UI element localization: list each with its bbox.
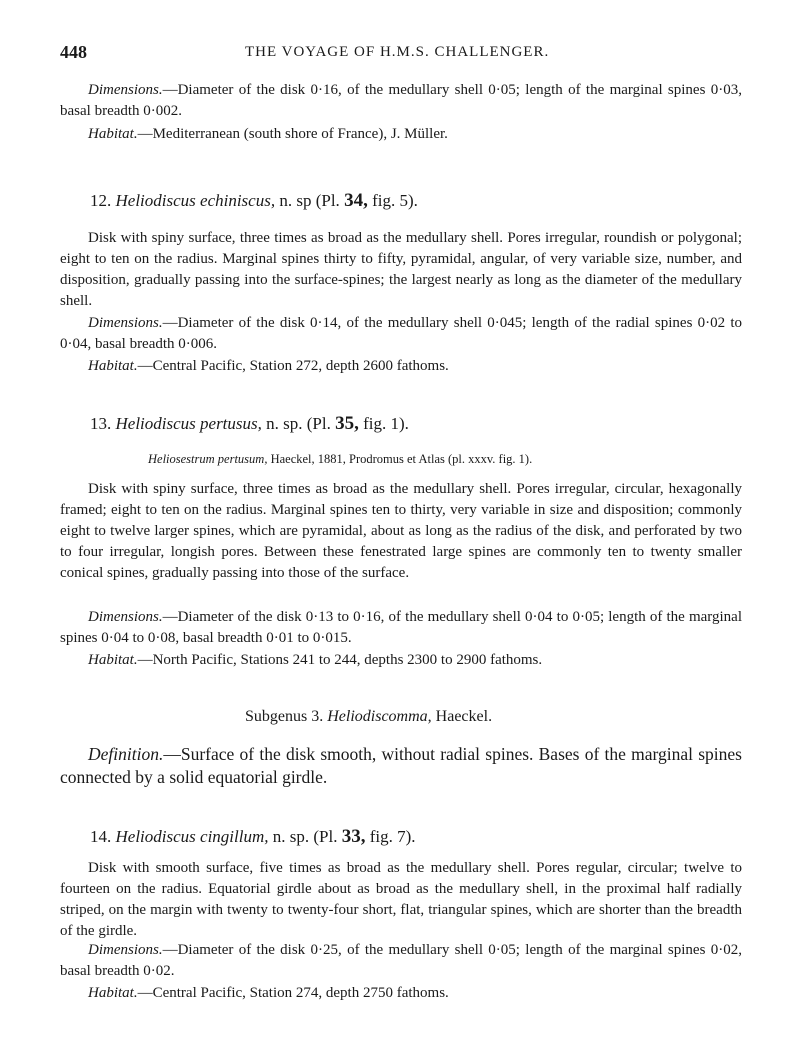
species-14-description: Disk with smooth surface, five times as broad as the medullary shell. Pores regular, circular; twelve to fourteen on the radius. Equatorial girdle about as broad as the medullary shell, in the proximal half radially striped, on the margin with twenty to twenty-four short, flat, triangular spines, which are shorter than the breadth of the girdle. — [60, 860, 742, 939]
subgenus-prefix: Subgenus 3. — [245, 708, 324, 725]
dimensions-label: Dimensions. — [88, 315, 163, 331]
page-header — [60, 42, 740, 66]
species-name: Heliodiscus cingillum, — [115, 827, 269, 846]
habitat-text: —Central Pacific, Station 272, depth 2600 fathoms. — [137, 358, 449, 374]
definition-label: Definition. — [88, 744, 164, 764]
species-number: 13. — [90, 414, 112, 433]
synonym-reference: Haeckel, 1881, Prodromus et Atlas (pl. xxxv. fig. 1). — [270, 452, 533, 466]
species-14-habitat — [60, 983, 742, 1004]
species-number: 14. — [90, 827, 112, 846]
species-13-dimensions — [60, 607, 742, 649]
subgenus-heading — [245, 708, 492, 726]
species-suffix: n. sp. (Pl. — [272, 827, 338, 846]
figure-ref: fig. 1). — [363, 414, 409, 433]
habitat-label: Habitat. — [88, 358, 138, 374]
species-14-heading — [90, 826, 416, 848]
subgenus-author: Haeckel. — [435, 708, 493, 725]
species-12-dimensions — [60, 313, 742, 355]
habitat-label: Habitat. — [88, 985, 138, 1001]
dimensions-label: Dimensions. — [88, 942, 163, 958]
top-dimensions — [60, 80, 742, 122]
habitat-text: —Central Pacific, Station 274, depth 2750 fathoms. — [137, 985, 449, 1001]
dimensions-text: —Diameter of the disk 0·14, of the medullary shell 0·045; length of the radial spines 0·02 to 0·04, basal breadth 0·006. — [60, 315, 742, 352]
species-13-habitat — [60, 650, 742, 671]
species-13-synonym — [148, 452, 532, 467]
definition-text: —Surface of the disk smooth, without radial spines. Bases of the marginal spines connected by a solid equatorial girdle. — [60, 744, 742, 787]
running-title: THE VOYAGE OF H.M.S. CHALLENGER. — [245, 44, 550, 60]
plate-number: 35, — [335, 413, 359, 434]
species-suffix: n. sp. (Pl. — [266, 414, 331, 433]
habitat-label: Habitat. — [88, 126, 138, 142]
species-12-description: Disk with spiny surface, three times as broad as the medullary shell. Pores irregular, roundish or polygonal; eight to ten on the radius. Marginal spines thirty to fifty, pyramidal, angular, of very variable size, number, and disposition, gradually passing into the surface-spines; the largest nearly as long as the diameter of the medullary shell. — [60, 230, 742, 309]
species-name: Heliodiscus pertusus, — [115, 414, 262, 433]
dimensions-label: Dimensions. — [88, 82, 163, 98]
species-13-heading — [90, 413, 409, 435]
dimensions-label: Dimensions. — [88, 609, 163, 625]
dimensions-text: —Diameter of the disk 0·13 to 0·16, of the medullary shell 0·04 to 0·05; length of the marginal spines 0·04 to 0·08, basal breadth 0·01 to 0·015. — [60, 609, 742, 646]
species-14-dimensions — [60, 940, 742, 982]
species-number: 12. — [90, 191, 112, 210]
dimensions-text: —Diameter of the disk 0·16, of the medullary shell 0·05; length of the marginal spines 0·03, basal breadth 0·002. — [60, 82, 742, 119]
synonym-name: Heliosestrum pertusum, — [148, 452, 268, 466]
plate-number: 33, — [341, 826, 366, 847]
habitat-label: Habitat. — [88, 652, 138, 668]
species-13-description: Disk with spiny surface, three times as broad as the medullary shell. Pores irregular, circular, hexagonally framed; eight to ten on the radius. Marginal spines ten to thirty, very variable in size and disposition; commonly eight to twelve larger spines, which are pyramidal, about as long as the radius of the disk, and perforated by two to four irregular, longish pores. Between these fenestrated large spines are commonly ten to twenty smaller conical spines, gradually passing into those of the surface. — [60, 481, 742, 581]
plate-number: 34, — [344, 190, 368, 211]
figure-ref: fig. 7). — [369, 827, 416, 846]
subgenus-definition — [60, 743, 742, 789]
species-name: Heliodiscus echiniscus, — [115, 191, 276, 210]
habitat-text: —Mediterranean (south shore of France), J. Müller. — [137, 126, 448, 142]
figure-ref: fig. 5). — [372, 191, 418, 210]
page-number: 448 — [60, 42, 87, 62]
top-habitat — [60, 124, 742, 145]
subgenus-name: Heliodiscomma, — [327, 708, 432, 725]
dimensions-text: —Diameter of the disk 0·25, of the medullary shell 0·05; length of the marginal spines 0·02, basal breadth 0·02. — [60, 942, 742, 979]
species-suffix: n. sp (Pl. — [279, 191, 340, 210]
species-12-heading — [90, 190, 418, 212]
habitat-text: —North Pacific, Stations 241 to 244, depths 2300 to 2900 fathoms. — [137, 652, 543, 668]
species-12-habitat — [60, 356, 742, 377]
